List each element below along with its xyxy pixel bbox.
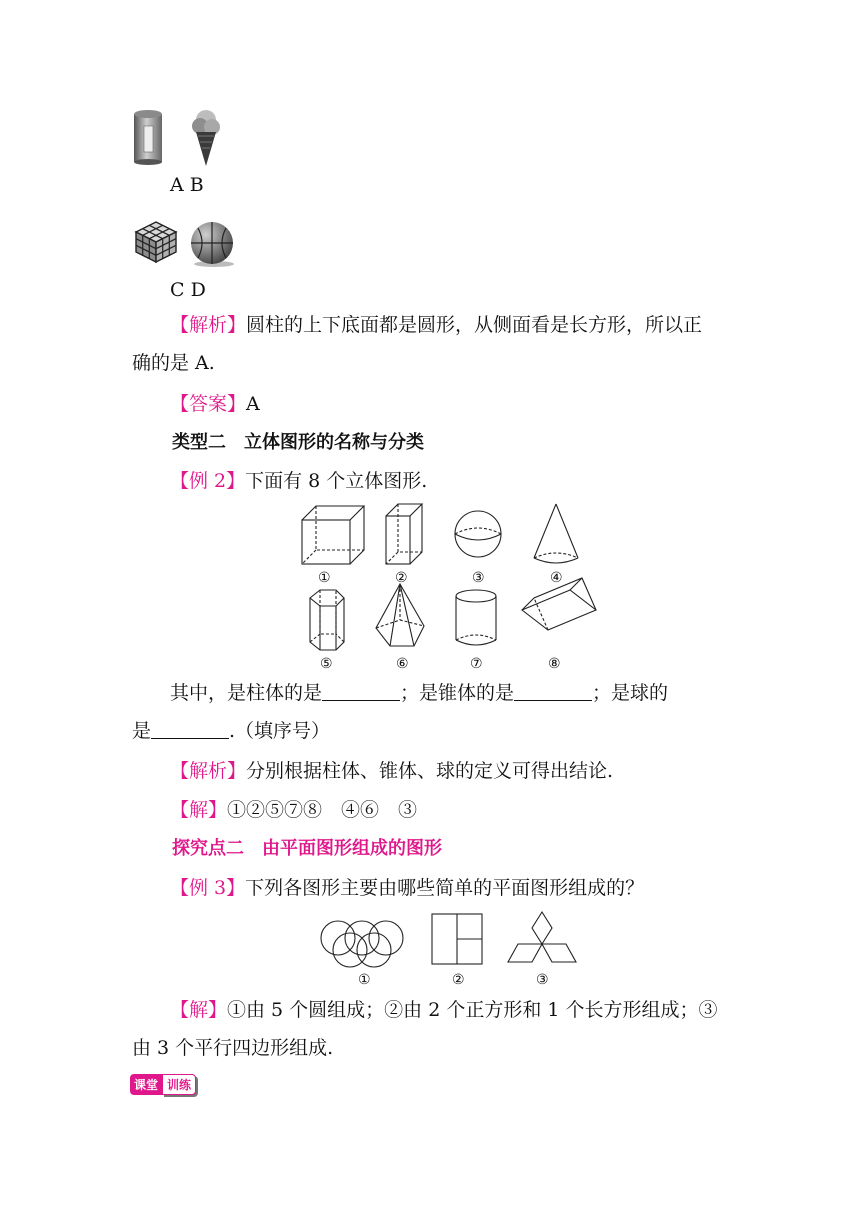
question-part5: .（填序号）: [229, 720, 331, 742]
solution-tag: 【解】: [170, 799, 228, 821]
blank-prisms[interactable]: [322, 682, 400, 701]
example2-stem-text: 下面有 8 个立体图形.: [245, 470, 428, 492]
solid-5-hexagonal-prism: [310, 590, 344, 650]
example2-analysis: [170, 759, 613, 783]
analysis-tag: 【解析】: [170, 314, 247, 336]
answer-tag: 【答案】: [170, 393, 247, 415]
figure-1-five-circles: [321, 921, 403, 967]
example3-stem-text: 下列各图形主要由哪些简单的平面图形组成的？: [245, 877, 645, 899]
example1-analysis-line1: [170, 313, 702, 337]
example1-analysis-line2: 确的是 A.: [132, 352, 215, 374]
question-part2: ；是锥体的是: [400, 682, 515, 704]
example3-solution-line2: 由 3 个平行四边形组成.: [132, 1037, 334, 1059]
solid-6-pyramid: [376, 584, 424, 646]
solid-2-cuboid: [386, 504, 422, 564]
option-b-ice-cream-cone: [188, 108, 224, 168]
figure-label-8: ⑧: [548, 656, 561, 672]
option-d-basketball: [188, 220, 236, 268]
example3-solution-line1: [170, 998, 718, 1022]
figure3-label-3: ③: [536, 972, 549, 988]
solution-text: ①②⑤⑦⑧ ④⑥ ③: [227, 799, 418, 821]
solid-3-sphere: [455, 511, 501, 557]
figure3-label-1: ①: [358, 972, 371, 988]
analysis-text: 分别根据柱体、锥体、球的定义可得出结论.: [246, 760, 614, 782]
example3-tag: 【例 3】: [170, 877, 246, 899]
figure3-label-2: ②: [452, 972, 465, 988]
analysis-text: 圆柱的上下底面都是圆形，从侧面看是长方形，所以正: [246, 314, 703, 336]
solid-7-cylinder: [456, 590, 496, 645]
solid-4-cone: [534, 504, 578, 563]
classroom-training-badge: [130, 1074, 196, 1095]
type2-heading: 类型二 立体图形的名称与分类: [172, 432, 424, 453]
solid-1-cube: [302, 506, 364, 564]
figure-3-three-parallelograms: [508, 912, 576, 962]
example3-stem: [170, 876, 644, 900]
example2-solution: [170, 798, 417, 822]
example2-stem: [170, 469, 427, 493]
option-c-rubiks-cube: [130, 218, 182, 266]
question-part1: 其中，是柱体的是: [170, 682, 323, 704]
option-a-cylinder-can: [132, 108, 164, 166]
badge-part1: 课堂: [130, 1074, 162, 1095]
figure-2-squares-rectangle: [432, 914, 482, 964]
example3-plane-figures: [318, 908, 582, 970]
blank-sphere[interactable]: [151, 720, 229, 739]
figure-label-7: ⑦: [470, 656, 483, 672]
figure-label-1: ①: [318, 570, 331, 586]
badge-part2: 训练: [162, 1074, 196, 1095]
answer-text: A: [246, 393, 260, 415]
solution-tag: 【解】: [170, 999, 228, 1021]
question-part3: ；是球的: [592, 682, 669, 704]
figure-label-3: ③: [472, 570, 485, 586]
figure-label-2: ②: [395, 570, 408, 586]
figure-label-5: ⑤: [320, 656, 333, 672]
example2-tag: 【例 2】: [170, 470, 246, 492]
point2-heading: 探究点二 由平面图形组成的图形: [172, 838, 442, 859]
blank-pyramids[interactable]: [514, 682, 592, 701]
analysis-tag: 【解析】: [170, 760, 247, 782]
question-part4: 是: [132, 720, 152, 742]
example1-answer: [170, 392, 260, 416]
solution-text: ①由 5 个圆组成；②由 2 个正方形和 1 个长方形组成；③: [227, 999, 718, 1021]
example2-question-line1: [170, 681, 668, 705]
options-row2-labels: C D: [170, 279, 206, 301]
example2-question-line2: [132, 719, 330, 743]
figure-label-6: ⑥: [396, 656, 409, 672]
figure-label-4: ④: [550, 570, 563, 586]
options-row1-labels: A B: [170, 174, 204, 196]
